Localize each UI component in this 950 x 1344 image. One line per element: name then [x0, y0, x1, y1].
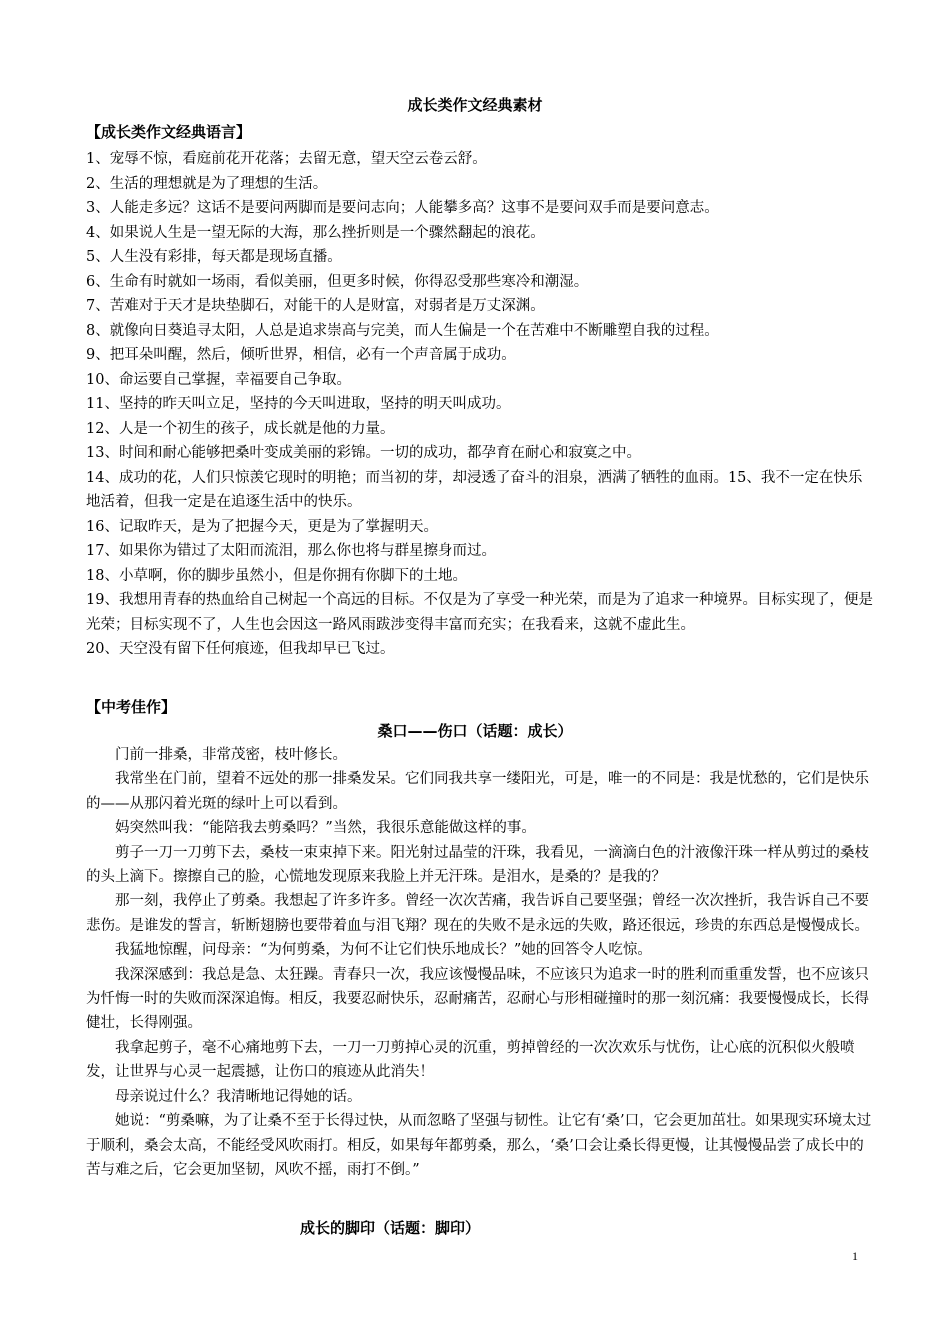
article-paragraph: 母亲说过什么？我清晰地记得她的话。 [115, 1088, 362, 1105]
quote-item: 4、如果说人生是一望无际的大海，那么挫折则是一个骤然翻起的浪花。 [86, 224, 545, 241]
quote-item: 1、宠辱不惊，看庭前花开花落；去留无意，望天空云卷云舒。 [86, 151, 487, 167]
quote-item: 9、把耳朵叫醒，然后，倾听世界，相信，必有一个声音属于成功。 [86, 347, 516, 363]
article-paragraph: 我拿起剪子，毫不心痛地剪下去，一刀一刀剪掉心灵的沉重，剪掉曾经的一次次欢乐与忧伤，让心底的沉积似火般喷发，让世界与心灵一起震撼，让伤口的痕迹从此消失！ [86, 1039, 855, 1081]
section-heading-essays: 【中考佳作】 [86, 698, 177, 716]
section-heading-quotes: 【成长类作文经典语言】 [86, 123, 252, 141]
article-title: 桑口——伤口（话题：成长） [377, 722, 573, 740]
article-paragraph: 她说：“剪桑嘛，为了让桑不至于长得过快，从而忽略了坚强与韧性。让它有‘桑’口，它会更加茁壮。如果现实环境太过于顺利，桑会太高，不能经受风吹雨打。相反，如果每年都剪桑，那么，‘桑’口会让桑长得更慢，让其慢慢品尝了成长中的苦与难之后，它会更加坚韧，风吹不摇，雨打不倒。” [86, 1113, 872, 1178]
page-number: 1 [852, 1249, 858, 1263]
article-paragraph: 那一刻，我停止了剪桑。我想起了许多许多。曾经一次次苦痛，我告诉自己要坚强；曾经一次次挫折，我告诉自己不要悲伤。是谁发的誓言，斩断翅膀也要带着血与泪飞翔？现在的失败不是永远的失败，路还很远，珍贵的东西总是慢慢成长。 [86, 893, 869, 934]
quote-item: 11、坚持的昨天叫立足，坚持的今天叫进取，坚持的明天叫成功。 [86, 396, 511, 412]
quote-item: 19、我想用青春的热血给自己树起一个高远的目标。不仅是为了享受一种光荣，而是为了追求一种境界。目标实现了，便是光荣；目标实现不了，人生也会因这一路风雨跋涉变得丰富而充实；在我看来，这就不虚此生。 [86, 592, 873, 633]
article-paragraph: 我深深感到：我总是急、太狂躁。青春只一次，我应该慢慢品味，不应该只为追求一时的胜利而重重发誓，也不应该只为忏悔一时的失败而深深追悔。相反，我要忍耐快乐，忍耐痛苦，忍耐心与形相碰撞时的那一刻沉痛：我要慢慢成长，长得健壮，长得刚强。 [86, 966, 869, 1032]
article-paragraph: 我猛地惊醒，问母亲：“为何剪桑，为何不让它们快乐地成长？”她的回答令人吃惊。 [115, 942, 652, 959]
quote-item: 2、生活的理想就是为了理想的生活。 [86, 175, 328, 192]
article-paragraph: 我常坐在门前，望着不远处的那一排桑发呆。它们同我共享一缕阳光，可是，唯一的不同是：我是忧愁的，它们是快乐的——从那闪着光斑的绿叶上可以看到。 [86, 771, 869, 812]
quote-item: 5、人生没有彩排，每天都是现场直播。 [86, 249, 342, 265]
article-title-next: 成长的脚印（话题：脚印） [299, 1219, 480, 1237]
quote-item: 8、就像向日葵追寻太阳，人总是追求崇高与完美，而人生偏是一个在苦难中不断雕塑自我的过程。 [86, 322, 719, 339]
quote-item: 17、如果你为错过了太阳而流泪，那么你也将与群星擦身而过。 [86, 543, 496, 559]
quote-item: 14、成功的花，人们只惊羡它现时的明艳；而当初的芽，却浸透了奋斗的泪泉，洒满了牺牲的血雨。15、我不一定在快乐地活着，但我一定是在追逐生活中的快乐。 [86, 469, 863, 510]
article-body [86, 743, 874, 1182]
quote-item: 20、天空没有留下任何痕迹，但我却早已飞过。 [86, 641, 395, 657]
quote-item: 13、时间和耐心能够把桑叶变成美丽的彩锦。一切的成功，都孕育在耐心和寂寞之中。 [86, 445, 641, 461]
quote-item: 16、记取昨天，是为了把握今天，更是为了掌握明天。 [86, 518, 438, 535]
quote-item: 6、生命有时就如一场雨，看似美丽，但更多时候，你得忍受那些寒冷和潮湿。 [86, 273, 589, 290]
document-title: 成长类作文经典素材 [407, 96, 543, 114]
quote-list [86, 147, 874, 662]
article-paragraph: 妈突然叫我：“能陪我去剪桑吗？”当然，我很乐意能做这样的事。 [115, 820, 536, 837]
quote-item: 7、苦难对于天才是块垫脚石，对能干的人是财富，对弱者是万丈深渊。 [86, 298, 545, 314]
article-paragraph: 剪子一刀一刀剪下去，桑枝一束束掉下来。阳光射过晶莹的汗珠，我看见，一滴滴白色的汁液像汗珠一样从剪过的桑枝的头上滴下。擦擦自己的脸，心慌地发现原来我脸上并无汗珠。是泪水，是桑的？是我的？ [86, 844, 869, 886]
quote-item: 10、命运要自己掌握，幸福要自己争取。 [86, 371, 351, 388]
quote-item: 18、小草啊，你的脚步虽然小，但是你拥有你脚下的土地。 [86, 567, 467, 584]
quote-item: 12、人是一个初生的孩子，成长就是他的力量。 [86, 420, 395, 437]
article-paragraph: 门前一排桑，非常茂密，枝叶修长。 [115, 747, 347, 763]
quote-item: 3、人能走多远？这话不是要问两脚而是要问志向；人能攀多高？这事不是要问双手而是要问意志。 [86, 200, 719, 216]
